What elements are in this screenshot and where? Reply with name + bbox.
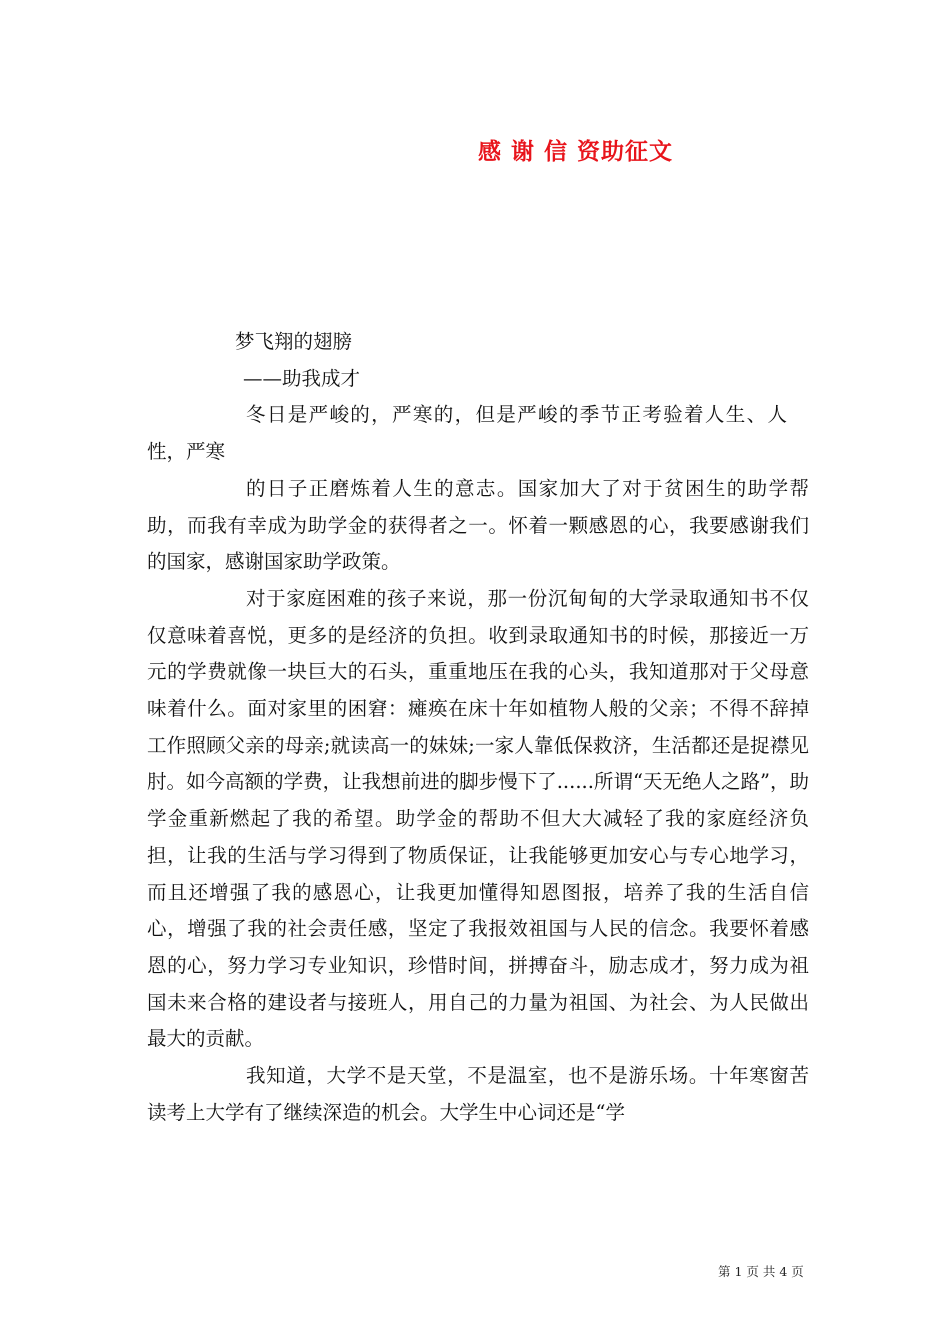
essay-byline: ——助我成才 [243,366,361,390]
body-paragraph: 冬日是严峻的，严寒的，但是严峻的季节正考验着人生、人性，严寒 [147,403,787,464]
page-number: 第 1 页 共 4 页 [718,1264,804,1279]
body-paragraph: 对于家庭困难的孩子来说，那一份沉甸甸的大学录取通知书不仅仅意味着喜悦，更多的是经济的负担。收到录取通知书的时候，那接近一万元的学费就像一块巨大的石头，重重地压在我的心头，我知道那对于父母意味着什么。面对家里的困窘：瘫痪在床十年如植物人般的父亲；不得不辞掉工作照顾父亲的母亲;就读高一的妹妹;一家人靠低保救济，生活都还是捉襟见肘。如今高额的学费，让我想前进的脚步慢下了......所谓“天无绝人之路”，助学金重新燃起了我的希望。助学金的帮助不但大大减轻了我的家庭经济负担，让我的生活与学习得到了物质保证，让我能够更加安心与专心地学习，而且还增强了我的感恩心，让我更加懂得知恩图报，培养了我的生活自信心，增强了我的社会责任感，坚定了我报效祖国与人民的信念。我要怀着感恩的心，努力学习专业知识，珍惜时间，拼搏奋斗，励志成才，努力成为祖国未来合格的建设者与接班人，用自己的力量为祖国、为社会、为人民做出最大的贡献。 [147,586,809,1051]
document-title: 感 谢 信 资助征文 [478,139,674,165]
essay-subtitle: 梦飞翔的翅膀 [235,330,353,353]
body-paragraph: 我知道，大学不是天堂，不是温室，也不是游乐场。十年寒窗苦读考上大学有了继续深造的机会。大学生中心词还是“学 [147,1064,809,1124]
body-paragraph: 的日子正磨炼着人生的意志。国家加大了对于贫困生的助学帮助，而我有幸成为助学金的获得者之一。怀着一颗感恩的心，我要感谢我们的国家，感谢国家助学政策。 [147,476,809,574]
document-body [147,324,809,1131]
